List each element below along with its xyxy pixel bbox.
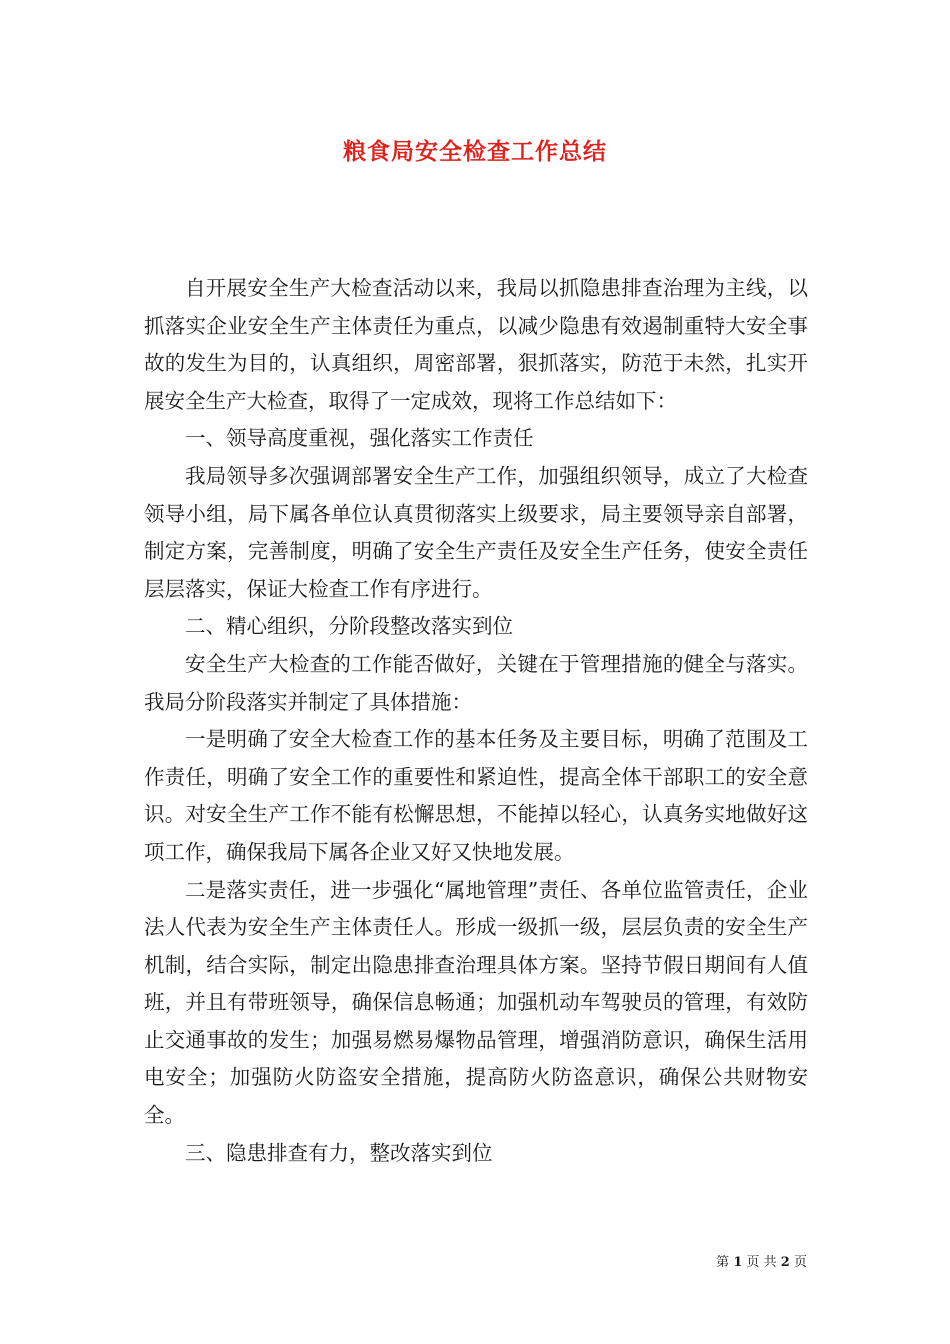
paragraph: 安全生产大检查的工作能否做好，关键在于管理措施的健全与落实。我局分阶段落实并制定了具体措施： <box>144 651 808 714</box>
page-number-footer <box>716 1251 807 1270</box>
footer-suffix: 页 <box>793 1255 807 1270</box>
section-heading: 三、隐患排查有力，整改落实到位 <box>185 1140 493 1165</box>
footer-middle: 页 共 <box>746 1255 777 1270</box>
document-body <box>144 270 808 1172</box>
current-page-number: 1 <box>733 1255 743 1270</box>
section-heading: 二、精心组织，分阶段整改落实到位 <box>185 614 513 639</box>
document-title: 粮食局安全检查工作总结 <box>343 139 607 165</box>
paragraph: 我局领导多次强调部署安全生产工作，加强组织领导，成立了大检查领导小组，局下属各单位认真贯彻落实上级要求，局主要领导亲自部署，制定方案，完善制度，明确了安全生产责任及安全生产任务，使安全责任层层落实，保证大检查工作有序进行。 <box>144 463 808 601</box>
total-page-number: 2 <box>780 1255 790 1270</box>
section-heading: 一、领导高度重视，强化落实工作责任 <box>185 426 534 451</box>
footer-prefix: 第 <box>716 1255 730 1270</box>
paragraph: 二是落实责任，进一步强化“属地管理”责任、各单位监管责任，企业法人代表为安全生产主体责任人。形成一级抓一级，层层负责的安全生产机制，结合实际，制定出隐患排查治理具体方案。坚持节假日期间有人值班，并且有带班领导，确保信息畅通；加强机动车驾驶员的管理，有效防止交通事故的发生；加强易燃易爆物品管理，增强消防意识，确保生活用电安全；加强防火防盗安全措施，提高防火防盗意识，确保公共财物安全。 <box>144 877 808 1128</box>
paragraph: 自开展安全生产大检查活动以来，我局以抓隐患排查治理为主线，以抓落实企业安全生产主体责任为重点，以减少隐患有效遏制重特大安全事故的发生为目的，认真组织，周密部署，狠抓落实，防范于未然，扎实开展安全生产大检查，取得了一定成效，现将工作总结如下： <box>144 276 808 413</box>
paragraph: 一是明确了安全大检查工作的基本任务及主要目标，明确了范围及工作责任，明确了安全工作的重要性和紧迫性，提高全体干部职工的安全意识。对安全生产工作不能有松懈思想，不能掉以轻心，认真务实地做好这项工作，确保我局下属各企业又好又快地发展。 <box>144 727 808 864</box>
